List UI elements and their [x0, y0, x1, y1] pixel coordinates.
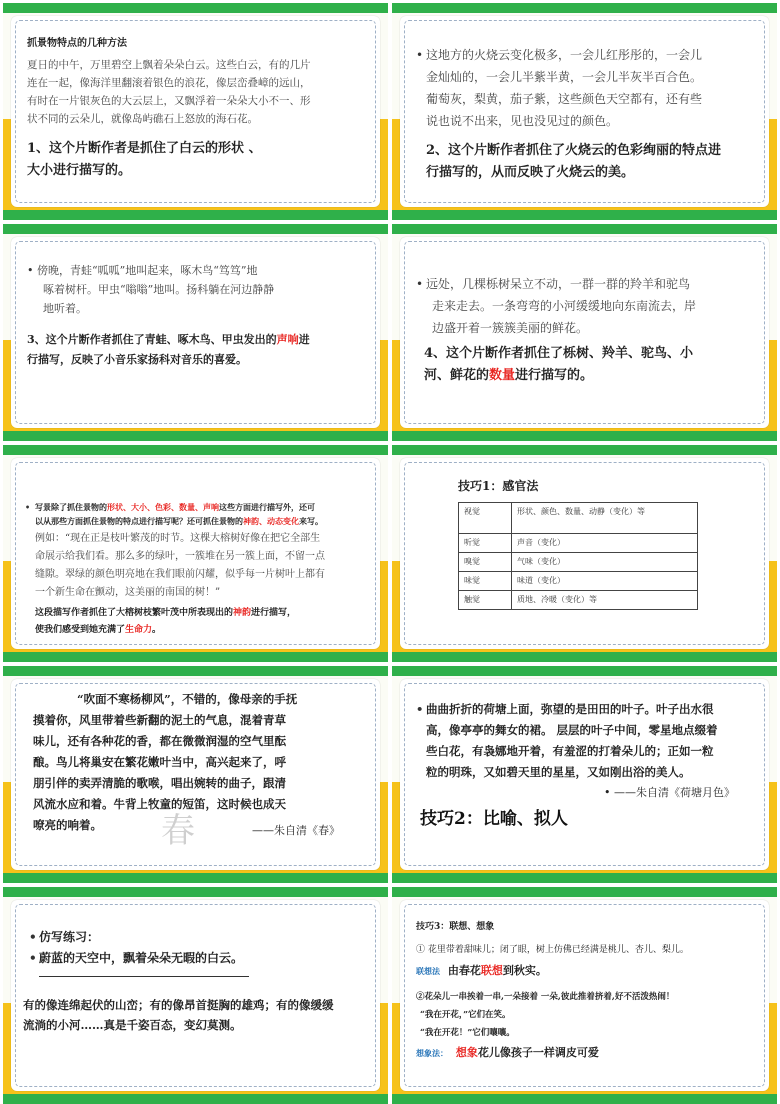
example-line: 命展示给我们看。那么多的绿叶，一簇堆在另一簇上面，不留一点 [35, 551, 325, 562]
passage [33, 689, 366, 836]
answer [23, 995, 366, 1035]
passage-line: 风流水应和着。牛背上牧童的短笛，这时候也成天 [33, 797, 286, 811]
analysis-line: 行描写的，从而反映了火烧云的美。 [426, 165, 635, 180]
analysis [27, 138, 366, 182]
slide-heading: 技巧1：感官法 [458, 479, 539, 493]
analysis-line: 大小进行描写的。 [27, 163, 132, 178]
passage-line: 说也说不出来，见也没见过的颜色。 [426, 114, 619, 128]
analysis-line: 2、这个片断作者抓住了火烧云的色彩绚丽的特点进 [426, 143, 722, 158]
slide-2 [392, 3, 777, 220]
table-row: 嗅觉 气味（变化） [459, 553, 698, 572]
table-row: 听觉 声音（变化） [459, 534, 698, 553]
passage-line: • 傍晚，青蛙“呱呱”地叫起来，啄木鸟“笃笃”地 [37, 264, 258, 277]
analysis-line: 河、鲜花的数量进行描写的。 [424, 368, 594, 383]
intro-line: • 写景除了抓住景物的形状、大小、色彩、数量、声响这些方面进行描写外，还可 [35, 502, 315, 512]
passage-line: 夏日的中午，万里碧空上飘着朵朵白云。这些白云，有的几片 [27, 59, 311, 71]
passage-line: 嘹亮的响着。 [33, 818, 102, 832]
table-row: 味觉 味道（变化） [459, 572, 698, 591]
source: ——朱自清《春》 [252, 824, 340, 837]
slide-card [11, 458, 380, 649]
analysis-line: 3、这个片断作者抓住了青蛙、啄木鸟、甲虫发出的声响进 [27, 333, 310, 346]
slide-card [400, 16, 769, 207]
analysis [27, 330, 366, 370]
slide-6 [392, 445, 777, 662]
conclusion [25, 605, 366, 639]
passage-line: 葡萄灰，梨黄，茄子紫，这些颜色天空都有，还有些 [426, 92, 703, 106]
slide-title: 抓景物特点的几种方法 [27, 38, 127, 49]
slide-card [400, 679, 769, 870]
table-row: 视觉 形状、颜色、数量、动静（变化）等 [459, 503, 698, 534]
slide-card [11, 900, 380, 1091]
source: • ——朱自清《荷塘月色》 [604, 786, 735, 799]
passage [416, 699, 755, 783]
watermark-char: 春 [161, 811, 195, 851]
passage-line: “吹面不寒杨柳风”，不错的，像母亲的手抚 [77, 692, 298, 706]
senses-table [458, 502, 698, 610]
passage-line: 有时在一片银灰色的大云层上，又飘浮着一朵朵大小不一、形 [27, 95, 311, 107]
passage-line: • 曲曲折折的荷塘上面，弥望的是田田的叶子。叶子出水很 [426, 702, 714, 716]
passage-line: 边盛开着一簇簇美丽的鲜花。 [432, 321, 589, 335]
passage [27, 261, 366, 318]
slide-7 [3, 666, 388, 883]
slide-1 [3, 3, 388, 220]
example-line: 一个新生命在颤动，这美丽的南国的树！” [35, 587, 221, 598]
passage-line: 金灿灿的，一会儿半紫半黄，一会儿半灰半百合色。 [426, 70, 703, 84]
example-2: ②花朵儿一串挨着一串,一朵接着 一朵,彼此推着挤着,好不活泼热闹！ “我在开花，”它们在笑。 “我在开花！”它们嚷嚷。 [416, 992, 675, 1038]
method-1: 联想法 由春花联想到秋实。 [416, 964, 547, 977]
slide-card [400, 237, 769, 428]
analysis-line: 行描写，反映了小音乐家扬科对音乐的喜爱。 [27, 353, 247, 366]
analysis-line: 4、这个片断作者抓住了栎树、羚羊、驼鸟、小 [424, 346, 694, 361]
method-2: 想象法： 想象花儿像孩子一样调皮可爱 [416, 1046, 599, 1059]
table-row: 触觉 质地、冷暖（变化）等 [459, 591, 698, 610]
slide-9 [3, 887, 388, 1104]
passage-line: 摸着你，风里带着些新翻的泥土的气息，混着青草 [33, 713, 286, 727]
slide-4 [392, 224, 777, 441]
passage [27, 56, 366, 128]
slide-card [400, 458, 769, 649]
conclusion-line: 这段描写作者抓住了大榕树枝繁叶茂中所表现出的神韵进行描写， [35, 608, 297, 618]
example-line: 缝隙。翠绿的颜色明亮地在我们眼前闪耀，似乎每一片树叶上都有 [35, 569, 325, 580]
slide-card [400, 900, 769, 1091]
passage-line: 啄着树杆。甲虫“嗡嗡”地叫。扬科躺在河边静静 [43, 283, 275, 296]
answer-line-text: 流淌的小河……真是千姿百态，变幻莫测。 [23, 1018, 242, 1032]
prompt-label: • 仿写练习： [29, 926, 366, 948]
slide-card [11, 16, 380, 207]
slide-3 [3, 224, 388, 441]
passage [416, 44, 755, 132]
passage-line: 连在一起，像海洋里翻滚着银色的浪花，像层峦叠嶂的远山， [27, 77, 311, 89]
passage-line: 粒的明珠，又如碧天里的星星，又如刚出浴的美人。 [426, 765, 691, 779]
analysis-line: 1、这个片断作者是抓住了白云的形状 、 [27, 141, 262, 156]
slide-card [11, 679, 380, 870]
passage-line: 高，像亭亭的舞女的裙。 层层的叶子中间，零星地点缀着 [426, 723, 718, 737]
analysis [416, 140, 755, 184]
passage [416, 273, 755, 339]
passage-line: 些白花，有袅娜地开着，有羞涩的打着朵儿的；正如一粒 [426, 744, 714, 758]
example-line: 例如：“现在正是枝叶繁茂的时节。这棵大榕树好像在把它全部生 [35, 533, 321, 544]
slide-8 [392, 666, 777, 883]
slide-heading: 技巧3：联想、想象 [416, 922, 495, 932]
passage-line: 走来走去。一条弯弯的小河缓缓地向东南流去，岸 [432, 299, 697, 313]
passage-line: • 远处，几棵栎树呆立不动，一群一群的羚羊和驼鸟 [426, 277, 691, 291]
intro [25, 500, 366, 528]
answer-line-text: 有的像连绵起伏的山峦；有的像昂首挺胸的雄鸡；有的像缓缓 [23, 998, 334, 1012]
slide-heading: 技巧2：比喻、拟人 [420, 809, 568, 829]
passage-line: 状不同的云朵儿，就像岛屿礁石上怒放的海石花。 [27, 113, 258, 125]
slide-5 [3, 445, 388, 662]
prompt-sentence: • 蔚蓝的天空中，飘着朵朵无暇的白云。 [29, 948, 366, 968]
answer-line [39, 976, 249, 977]
analysis [416, 343, 755, 387]
conclusion-line: 使我们感受到她充满了生命力。 [35, 625, 162, 635]
passage-line: 地听着。 [43, 302, 87, 315]
passage-line: 味儿，还有各种花的香，都在微微润湿的空气里酝 [33, 734, 286, 748]
slide-card [11, 237, 380, 428]
example-1: ① 花里带着甜味儿；闭了眼，树上仿佛已经满是桃儿、杏儿、梨儿。 [416, 945, 689, 955]
example [25, 530, 366, 602]
intro-line: 以从那些方面抓住景物的特点进行描写呢？还可抓住景物的神韵、动态变化来写。 [35, 516, 323, 526]
passage-line: • 这地方的火烧云变化极多，一会儿红彤彤的，一会儿 [426, 48, 703, 62]
passage-line: 酿。鸟儿将巢安在繁花嫩叶当中，高兴起来了，呼 [33, 755, 286, 769]
slide-10 [392, 887, 777, 1104]
passage-line: 朋引伴的卖弄清脆的歌喉，唱出婉转的曲子，跟清 [33, 776, 286, 790]
